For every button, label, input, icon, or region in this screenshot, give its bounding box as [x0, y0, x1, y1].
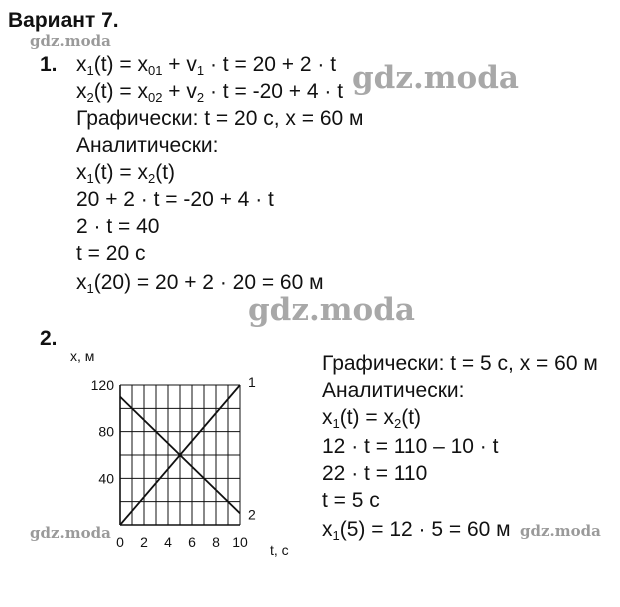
x-tick-label: 6	[188, 534, 196, 550]
task1-equation-x1: $x_1(t) = x_{01} + v_1 \cdot t = 20 + 2 \cdot t$	[76, 53, 337, 78]
x-tick-label: 0	[116, 534, 124, 550]
watermark: gdz.moda	[30, 524, 111, 542]
y-tick-label: 120	[90, 377, 114, 393]
x-axis-label: t, с	[270, 542, 289, 558]
task1-step-1: 20 + 2 · t = -20 + 4 · t	[76, 188, 274, 211]
series-label-2: 2	[248, 506, 256, 523]
x-tick-label: 8	[212, 534, 220, 550]
x-tick-label: 2	[140, 534, 148, 550]
position-time-graph	[60, 345, 300, 560]
task2-step-2: 22 · t = 110	[322, 462, 428, 485]
task2-analytic-heading: Аналитически:	[322, 379, 465, 402]
page-title: Вариант 7.	[8, 9, 119, 32]
y-tick-label: 80	[98, 423, 114, 440]
watermark: gdz.moda	[352, 60, 519, 96]
watermark: gdz.moda	[520, 522, 601, 540]
watermark: gdz.moda	[248, 292, 415, 328]
task1-analytic-heading: Аналитически:	[76, 134, 219, 157]
task1-equality: $x_1(t) = x_2(t)$	[76, 161, 176, 186]
task2-step-1: 12 · t = 110 – 10 · t	[322, 435, 499, 458]
task1-number: 1.	[40, 53, 58, 76]
task1-equation-x2: $x_2(t) = x_{02} + v_2 \cdot t = -20 + 4 \cdot t$	[76, 80, 344, 105]
x-tick-label: 4	[164, 534, 172, 550]
task2-step-3: t = 5 с	[322, 489, 380, 512]
task2-number: 2.	[40, 327, 58, 350]
task1-step-2: 2 · t = 40	[76, 215, 160, 238]
task1-graphic-answer: Графически: t = 20 с, x = 60 м	[76, 107, 364, 130]
task2-graphic-answer: Графически: t = 5 с, x = 60 м	[322, 352, 598, 375]
task1-check: $x_1(20) = 20 + 2 \cdot 20 = 60$ м	[76, 271, 324, 296]
watermark: gdz.moda	[30, 32, 111, 50]
y-axis-label: x, м	[70, 348, 95, 364]
task2-check: $x_1(5) = 12 \cdot 5 = 60$ м	[322, 518, 511, 543]
task1-step-3: t = 20 с	[76, 242, 146, 265]
x-tick-label: 10	[232, 534, 248, 550]
y-tick-label: 40	[98, 470, 114, 487]
task2-equality: $x_1(t) = x_2(t)$	[322, 406, 422, 431]
graph-series	[120, 374, 256, 525]
series-label-1: 1	[248, 374, 256, 390]
